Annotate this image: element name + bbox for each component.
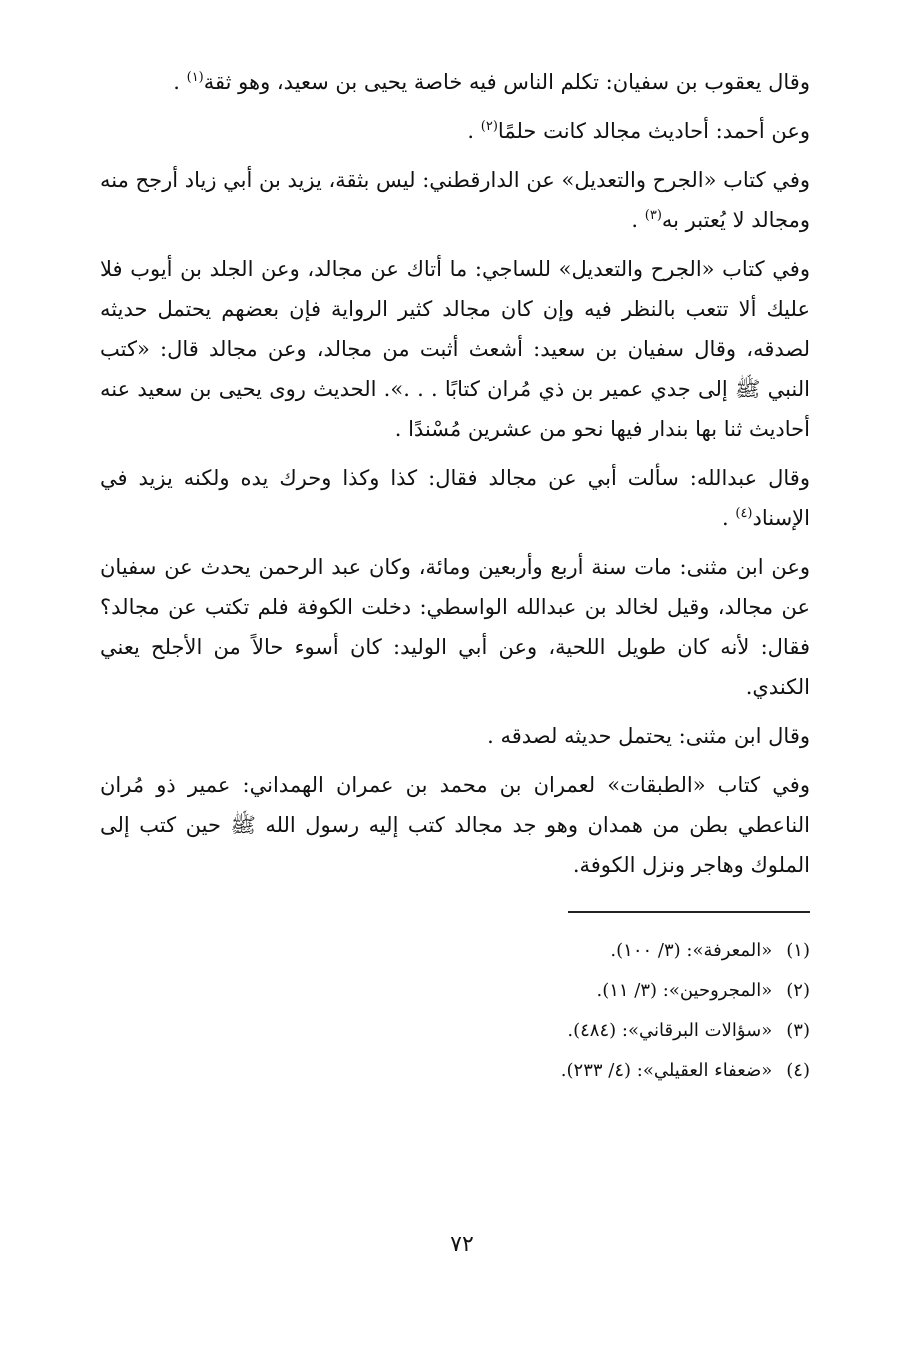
footnote-text: «المجروحين»: (٣/ ١١).: [596, 980, 773, 1001]
footnote-text: «ضعفاء العقيلي»: (٤/ ٢٣٣).: [560, 1060, 773, 1081]
paragraph-daraqutni: [100, 160, 810, 240]
page-number: ٧٢: [450, 1232, 474, 1257]
footnote-marker: (١): [186, 70, 204, 85]
paragraph-text: وعن ابن مثنى: مات سنة أربع وأربعين ومائة، وكان عبد الرحمن يحدث عن سفيان عن مجالد، وقيل لخالد بن عبدالله الواسطي: دخلت الكوفة فلم تكتب عن مجالد؟ فقال: لأنه كان طويل اللحية، وعن أبي الوليد: كان أسوء حالاً من الأجلح يعني الكندي.: [100, 555, 810, 699]
footnote-text: «سؤالات البرقاني»: (٤٨٤).: [567, 1020, 773, 1041]
paragraph-saji: [100, 249, 810, 449]
footnote-item: [100, 1053, 810, 1089]
footnote-item: [100, 973, 810, 1009]
footnote-number: (٤): [786, 1060, 810, 1081]
paragraph-text: وقال عبدالله: سألت أبي عن مجالد فقال: كذا وكذا وحرك يده ولكنه يزيد في الإسناد: [100, 466, 810, 530]
paragraph-text: وقال يعقوب بن سفيان: تكلم الناس فيه خاصة يحيى بن سعيد، وهو ثقة: [203, 70, 810, 94]
paragraph-ahmad: [100, 111, 810, 151]
footnote-marker: (٤): [735, 506, 753, 521]
footnote-number: (٢): [786, 980, 810, 1001]
paragraph-tail: .: [631, 208, 645, 232]
paragraph-tail: .: [467, 119, 481, 143]
paragraph-tail: .: [173, 70, 187, 94]
paragraph-ibn-muthanna: [100, 547, 810, 707]
paragraph-tail: .: [722, 506, 736, 530]
paragraph-text: وفي كتاب «الجرح والتعديل» للساجي: ما أتاك عن مجالد، وعن الجلد بن أيوب فلا عليك ألا تتعب بالنظر فيه وإن كان مجالد كثير الرواية فإن بعضهم يحتمل حديثه لصدقه، وقال سفيان بن سعيد: أشعث أثبت من مجالد، وعن مجالد قال: «كتب النبي ﷺ إلى جدي عمير بن ذي مُران كتابًا . . .». الحديث روى يحيى بن سعيد عنه أحاديث ثنا بها بندار فيها نحو من عشرين مُسْندًا .: [100, 257, 810, 441]
paragraph-text: وفي كتاب «الطبقات» لعمران بن محمد بن عمران الهمداني: عمير ذو مُران الناعطي بطن من همدان وهو جد مجالد كتب إليه رسول الله ﷺ حين كتب إلى الملوك وهاجر ونزل الكوفة.: [100, 773, 810, 877]
footnote-marker: (٣): [644, 208, 662, 223]
paragraph-tabaqat: [100, 765, 810, 885]
page-body: [100, 62, 810, 1093]
footnote-text: «المعرفة»: (٣/ ١٠٠).: [610, 940, 773, 961]
footnote-number: (٣): [786, 1020, 810, 1041]
paragraph-abdullah: [100, 458, 810, 538]
paragraph-ibn-muthanna-2: [100, 716, 810, 756]
footnote-number: (١): [786, 940, 810, 961]
footnotes-section: [100, 933, 810, 1089]
paragraph-yaqub: [100, 62, 810, 102]
paragraph-text: وفي كتاب «الجرح والتعديل» عن الدارقطني: ليس بثقة، يزيد بن أبي زياد أرجح منه ومجالد لا يُعتبر به: [100, 168, 810, 232]
footnote-divider: [568, 911, 810, 913]
footnote-item: [100, 933, 810, 969]
footnote-marker: (٢): [480, 119, 498, 134]
paragraph-text: وعن أحمد: أحاديث مجالد كانت حلمًا: [497, 119, 810, 143]
paragraph-text: وقال ابن مثنى: يحتمل حديثه لصدقه .: [487, 724, 810, 748]
footnote-item: [100, 1013, 810, 1049]
